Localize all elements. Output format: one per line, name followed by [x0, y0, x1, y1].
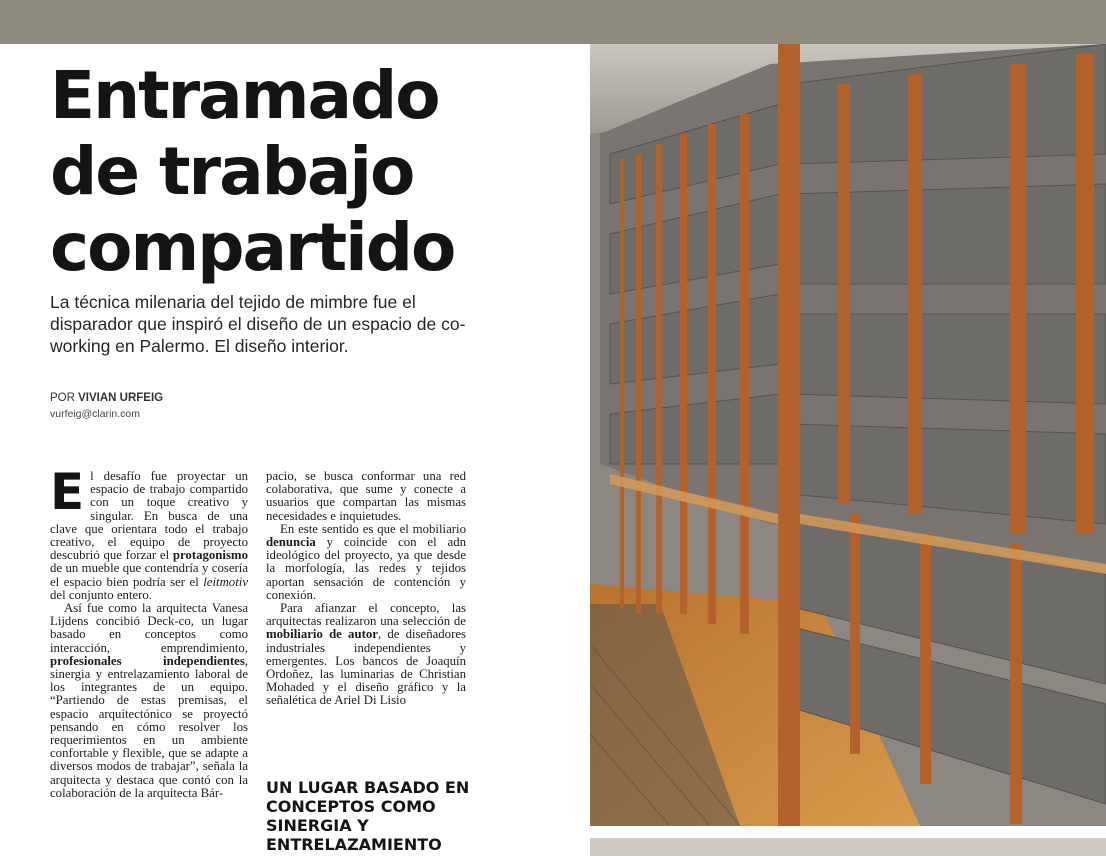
body-column-1 — [50, 463, 248, 800]
body-paragraph-5 — [266, 602, 466, 708]
second-photo-edge — [590, 838, 1106, 856]
author-email: vurfeig@clarin.com — [50, 408, 141, 420]
text-run: y coincide con el adn ideológico del proyecto, ya que desde la morfología, las redes y tejidos aportan sensación de contención y conexión. — [266, 535, 466, 602]
top-color-band — [0, 0, 1106, 44]
text-run: En este sentido es que el mobiliario — [280, 521, 466, 536]
subhead: UN LUGAR BASADO EN CONCEPTOS COMO SINERGIA Y ENTRELAZAMIENTO — [266, 778, 470, 854]
paragraph-3-text — [266, 469, 466, 523]
text-run: de un mueble que contendría y cosería el espacio bien podría ser el — [50, 561, 248, 589]
body-paragraph-1 — [50, 463, 248, 602]
author-name: VIVIAN URFEIG — [78, 392, 164, 404]
text-run: mobiliario de autor — [266, 627, 378, 642]
text-run: Para afianzar el concepto, las arquitectas realizaron una selección de — [266, 601, 466, 629]
body-paragraph-4 — [266, 523, 466, 602]
article-deck: La técnica milenaria del tejido de mimbre fue el disparador que inspiró el diseño de un espacio de co-working en Palermo. El diseño interior. — [50, 292, 466, 356]
text-run: protagonismo — [172, 548, 248, 563]
body-paragraph-3 — [266, 470, 466, 523]
body-paragraph-2 — [50, 602, 248, 800]
headline-line-1: Entramado — [50, 57, 439, 134]
text-run: , de diseñadores industriales independientes y emergentes. Los bancos de Joaquín Ordoñez, las luminarias de Christian Mohaded y el diseño gráfico y la señalética de Ariel Di Lisio — [266, 627, 466, 708]
text-run: Así fue como la arquitecta Vanesa Lijdens concibió Deck-co, un lugar basado en conceptos como interacción, emprendimiento, — [50, 601, 248, 655]
headline-line-2: de trabajo — [50, 133, 414, 210]
drop-cap: E — [50, 463, 85, 521]
text-run: leitmotiv — [203, 574, 248, 589]
headline — [50, 58, 590, 286]
woven-wall-photo — [590, 44, 1106, 826]
paragraph-5-text — [266, 601, 466, 707]
headline-line-3: compartido — [50, 209, 455, 286]
byline-prefix: POR — [50, 392, 75, 404]
byline — [50, 392, 163, 404]
paragraph-4-text — [266, 522, 466, 602]
text-run: , sinergia y entrelazamiento laboral de los integrantes de un equipo. “Partiendo de estas premisas, el espacio arquitectónico se proyectó pensando en cómo resolver los requerimientos en un ambiente confortable y flexible, que se adapte a diversos modos de trabajar”, señala la arquitecta y destaca que contó con la colaboración de la arquitecta Bár- — [50, 653, 248, 800]
text-run: profesionales independientes — [50, 653, 245, 668]
woven-wall-illustration — [590, 44, 1106, 826]
text-run: del conjunto entero. — [50, 587, 152, 602]
paragraph-2-text — [50, 601, 248, 800]
text-run: pacio, se busca conformar una red colaborativa, que sume y conecte a usuarios que compartan las mismas necesidades e inquietudes. — [266, 469, 466, 523]
text-run: l desafío fue proyectar un espacio de trabajo compartido con un toque creativo y singular. En busca de una clave que orientara todo el trabajo creativo, el equipo de proyecto descubrió que forzar el — [50, 469, 248, 563]
body-column-2 — [266, 470, 466, 708]
text-run: denuncia — [266, 535, 316, 550]
